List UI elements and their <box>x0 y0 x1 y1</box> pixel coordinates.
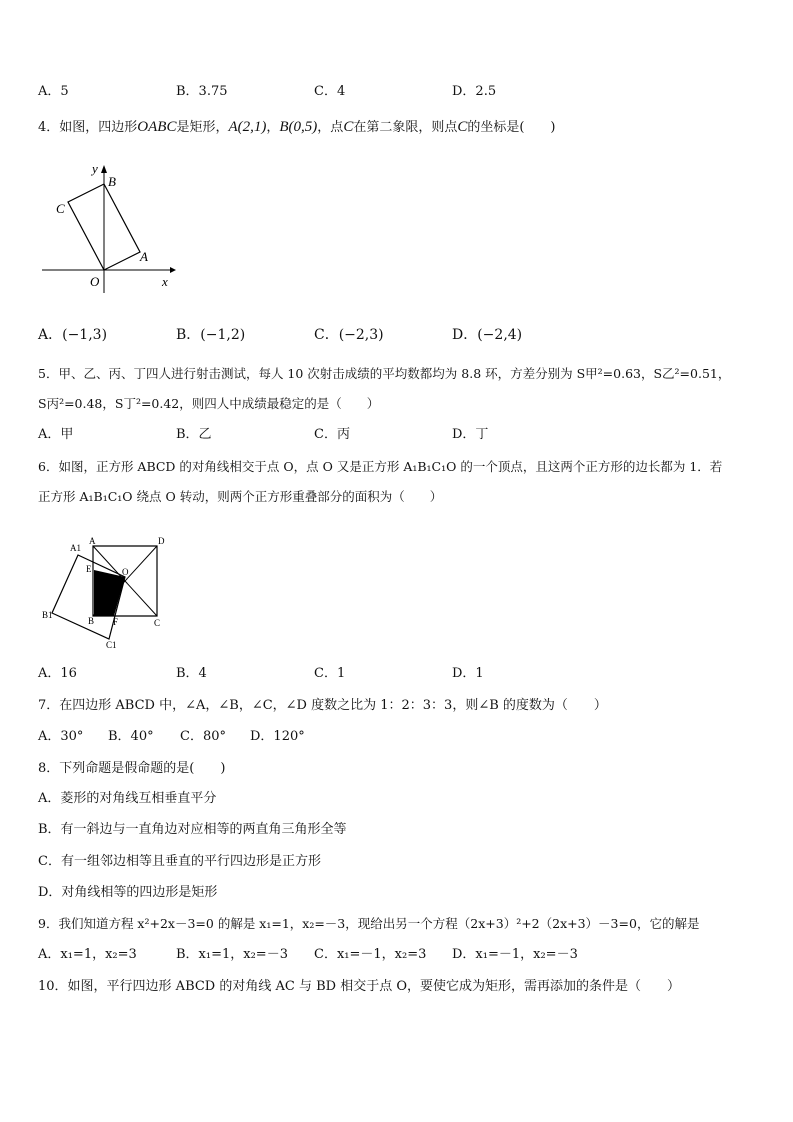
q6-stem-line2: 正方形 A₁B₁C₁O 绕点 O 转动，则两个正方形重叠部分的面积为（ ） <box>38 489 443 504</box>
q6-stem-line1: 6．如图，正方形 ABCD 的对角线相交于点 O，点 O 又是正方形 A₁B₁C₁O 的一个顶点，且这两个正方形的边长都为 1．若 <box>38 459 723 474</box>
q4-option-c: C．(−2,3) <box>314 327 384 343</box>
q6-fig-label-d: D <box>158 536 165 546</box>
q6-option-b: B．4 <box>176 666 207 681</box>
q4-fig-label-a: A <box>140 249 148 264</box>
q4-fig-label-y: y <box>92 161 98 176</box>
q4-point-b: B(0,5) <box>279 119 318 135</box>
q6-fig-label-a: A <box>89 536 96 546</box>
q8-stem: 8．下列命题是假命题的是( ) <box>38 761 226 776</box>
q6-fig-label-c1: C1 <box>106 640 117 650</box>
q4-suffix: 的坐标是( ) <box>467 120 556 135</box>
q6-fig-label-o: O <box>122 567 129 577</box>
q4-c2: C <box>457 119 468 135</box>
q4-fig-label-x: x <box>162 274 168 289</box>
q5-option-c: C．丙 <box>314 427 350 442</box>
q6-figure <box>36 532 176 652</box>
q9-stem: 9．我们知道方程 x²+2x－3=0 的解是 x₁=1，x₂=－3，现给出另一个方程（2x+3）²+2（2x+3）－3=0，它的解是 <box>38 916 700 931</box>
q5-stem-line1: 5．甲、乙、丙、丁四人进行射击测试，每人 10 次射击成绩的平均数都均为 8.8 环，方差分别为 S甲²=0.63，S乙²=0.51， <box>38 366 731 381</box>
q4-mid3: 在第二象限，则点 <box>353 120 458 135</box>
q4-fig-label-b: B <box>108 174 116 189</box>
q10-stem: 10．如图，平行四边形 ABCD 的对角线 AC 与 BD 相交于点 O，要使它成为矩形，需再添加的条件是（ ） <box>38 979 680 994</box>
q5-option-b: B．乙 <box>176 427 212 442</box>
q4-fig-label-c: C <box>56 201 65 216</box>
q3-option-c: C．4 <box>314 84 346 99</box>
q6-option-d: D．1 <box>452 666 484 681</box>
q9-option-b: B．x₁=1，x₂=－3 <box>176 947 288 962</box>
q7-option-a: A．30° <box>38 729 84 744</box>
q9-option-c: C．x₁=－1，x₂=3 <box>314 947 427 962</box>
q4-fig-label-o: O <box>90 274 100 289</box>
q4-figure <box>36 155 186 295</box>
q8-option-c: C．有一组邻边相等且垂直的平行四边形是正方形 <box>38 854 321 869</box>
q4-c1: C <box>343 119 354 135</box>
q6-option-c: C．1 <box>314 666 346 681</box>
q4-shape: OABC <box>137 119 177 135</box>
q6-fig-label-b1: B1 <box>42 610 53 620</box>
q4-stem <box>38 118 556 137</box>
q4-point-a: A(2,1) <box>228 119 267 135</box>
q9-option-d: D．x₁=－1，x₂=－3 <box>452 947 578 962</box>
q7-option-d: D．120° <box>250 729 305 744</box>
q8-option-a: A．菱形的对角线互相垂直平分 <box>38 791 217 806</box>
q4-sep: ， <box>266 120 280 135</box>
q3-option-b: B．3.75 <box>176 84 228 99</box>
q4-mid1: 是矩形， <box>176 120 229 135</box>
q7-stem: 7．在四边形 ABCD 中，∠A，∠B，∠C，∠D 度数之比为 1：2：3：3，则∠B 的度数为（ ） <box>38 698 607 713</box>
q6-fig-label-c: C <box>154 618 161 628</box>
q6-fig-label-f: F <box>113 617 119 627</box>
q4-mid2: ，点 <box>317 120 344 135</box>
q8-option-d: D．对角线相等的四边形是矩形 <box>38 885 218 900</box>
q3-option-a: A．5 <box>38 84 69 99</box>
q9-option-a: A．x₁=1，x₂=3 <box>38 947 137 962</box>
q6-fig-label-b: B <box>88 616 95 626</box>
q5-option-a: A．甲 <box>38 427 74 442</box>
q4-option-d: D．(−2,4) <box>452 327 523 343</box>
q4-option-a: A．(−1,3) <box>38 327 108 343</box>
q6-option-a: A．16 <box>38 666 77 681</box>
q5-stem-line2: S丙²=0.48，S丁²=0.42，则四人中成绩最稳定的是（ ） <box>38 396 380 411</box>
q4-option-b: B．(−1,2) <box>176 327 246 343</box>
q7-option-b: B．40° <box>108 729 154 744</box>
q3-option-d: D．2.5 <box>452 84 497 99</box>
q6-fig-label-e: E <box>86 564 92 574</box>
q4-prefix: 4．如图，四边形 <box>38 120 138 135</box>
q7-option-c: C．80° <box>180 729 226 744</box>
q8-option-b: B．有一斜边与一直角边对应相等的两直角三角形全等 <box>38 822 347 837</box>
q6-fig-label-a1: A1 <box>70 543 81 553</box>
q5-option-d: D．丁 <box>452 427 489 442</box>
